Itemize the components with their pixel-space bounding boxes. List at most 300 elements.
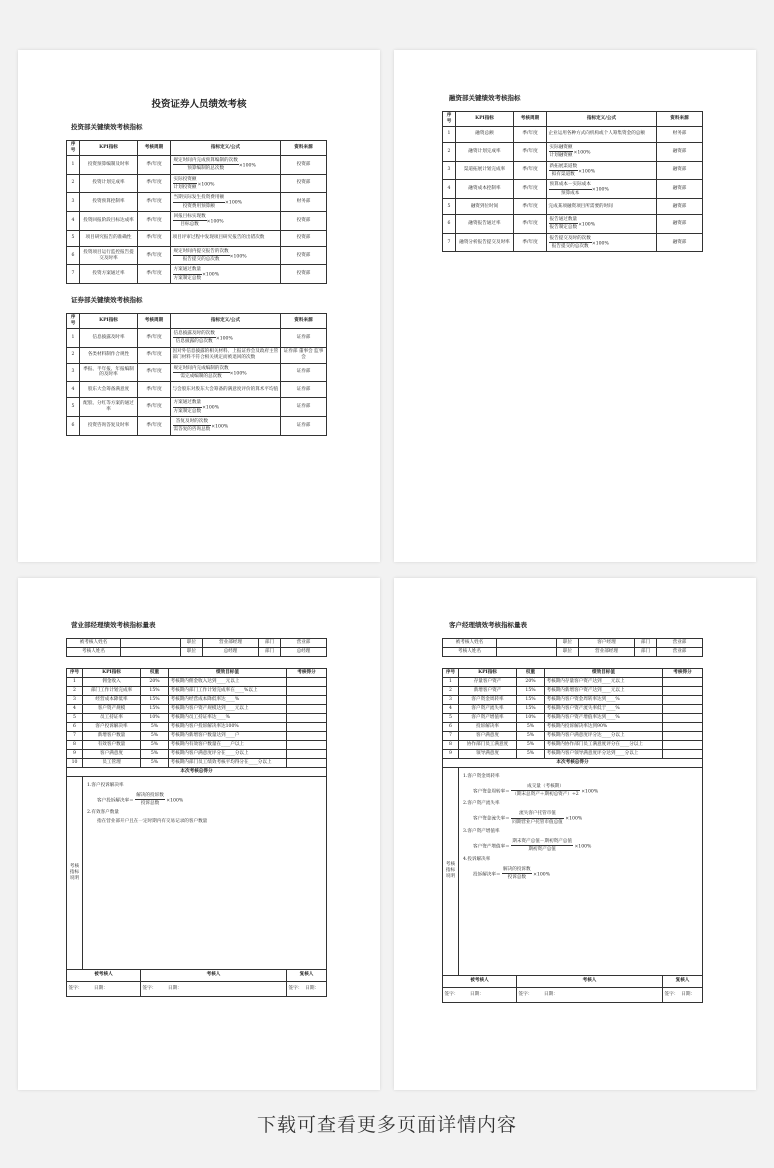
- section-title-financing: 融资部关键绩效考核指标: [449, 94, 521, 102]
- kpi-name: 佣金收入: [83, 677, 141, 686]
- kpi-name: 存量客户资产: [459, 677, 517, 686]
- column-header: 绩效目标值: [169, 669, 287, 678]
- table-row: [443, 686, 703, 695]
- kpi-weight: 5%: [517, 740, 545, 749]
- column-header: 序号: [67, 314, 80, 329]
- table-row: [443, 199, 703, 215]
- row-number: 5: [67, 398, 80, 417]
- row-number: 2: [443, 142, 456, 161]
- kpi-target: 考核期内客户满意度评分在____分以上: [169, 749, 287, 758]
- kpi-score-cell[interactable]: [663, 722, 703, 731]
- column-header: 资料来源: [281, 314, 327, 329]
- financing-kpi-table: [442, 111, 703, 252]
- table-row: [67, 347, 327, 363]
- rater-label: 考核人姓名: [67, 647, 121, 656]
- row-number: 2: [67, 686, 83, 695]
- kpi-target: 考核期内员工持证率达____%: [169, 713, 287, 722]
- kpi-cycle: 季/年度: [514, 126, 547, 142]
- section-title-securities: 证券部关键绩效考核指标: [71, 296, 143, 304]
- kpi-score-cell[interactable]: [287, 686, 327, 695]
- kpi-score-cell[interactable]: [663, 749, 703, 758]
- row-number: 4: [443, 704, 459, 713]
- kpi-name: 配股、分红等方案的通过率: [80, 398, 138, 417]
- kpi-target: 考核期内新增客户资产达到____元以上: [545, 686, 663, 695]
- kpi-source: 融资部: [657, 215, 703, 234]
- explanation-content: [83, 776, 327, 969]
- kpi-target: 考核期内有效客户数量在____户以上: [169, 740, 287, 749]
- row-number: 3: [443, 161, 456, 180]
- kpi-cycle: 季/年度: [138, 398, 171, 417]
- kpi-score-cell[interactable]: [663, 731, 703, 740]
- row-number: 4: [67, 212, 80, 231]
- column-header: KPI指标: [456, 112, 514, 127]
- row-number: 5: [443, 199, 456, 215]
- kpi-weight: 5%: [517, 722, 545, 731]
- kpi-name: 客户资产流失率: [459, 704, 517, 713]
- row-number: 6: [443, 215, 456, 234]
- kpi-formula: $\frac{\text{实际投资额}}{\text{计划投资额}}$ ×100%: [171, 174, 281, 193]
- row-number: 2: [443, 686, 459, 695]
- row-number: 1: [67, 328, 80, 347]
- kpi-name: 客户资产增值率: [459, 713, 517, 722]
- table-row: [67, 749, 327, 758]
- table-row: [67, 417, 327, 436]
- row-number: 10: [67, 758, 83, 767]
- kpi-formula: $\frac{\text{信息披露及时的次数}}{\text{信息披露的总次数}}$ ×100%: [171, 328, 281, 347]
- kpi-score-cell[interactable]: [287, 713, 327, 722]
- sign-header-rater: 考核人: [141, 969, 287, 981]
- kpi-name: 客户投诉解决率: [83, 722, 141, 731]
- kpi-cycle: 季/年度: [514, 142, 547, 161]
- kpi-name: 员工持证率: [83, 713, 141, 722]
- kpi-score-cell[interactable]: [663, 695, 703, 704]
- kpi-weight: 5%: [141, 758, 169, 767]
- row-number: 5: [67, 230, 80, 246]
- dept-label: 部门: [259, 639, 281, 648]
- kpi-definition: 完成某项融资项目所需要的时间: [547, 199, 657, 215]
- table-row: [443, 749, 703, 758]
- explanation-content: [459, 767, 703, 975]
- table-row: [443, 126, 703, 142]
- table-row: [443, 233, 703, 252]
- info-table: [442, 638, 703, 657]
- column-header: 考核周期: [138, 314, 171, 329]
- row-number: 4: [443, 180, 456, 199]
- rater-value: [497, 647, 557, 656]
- kpi-cycle: 季/年度: [138, 193, 171, 212]
- kpi-weight: 5%: [517, 749, 545, 758]
- position-label: 职位: [181, 647, 203, 656]
- position-label: 职位: [557, 639, 579, 648]
- page-title: 客户经理绩效考核指标量表: [449, 621, 527, 629]
- name-value: [497, 639, 557, 648]
- kpi-score-cell[interactable]: [287, 749, 327, 758]
- document-page-2: [394, 50, 756, 562]
- kpi-definition: 企业运用各种方式向机构或个人筹集资金的总额: [547, 126, 657, 142]
- row-number: 9: [67, 749, 83, 758]
- column-header: 考核得分: [287, 669, 327, 678]
- section-title-investment: 投资部关键绩效考核指标: [71, 123, 143, 131]
- table-row: [67, 155, 327, 174]
- kpi-name: 各类材料制作合规性: [80, 347, 138, 363]
- row-number: 7: [67, 265, 80, 284]
- row-number: 1: [67, 677, 83, 686]
- row-number: 1: [443, 677, 459, 686]
- investment-kpi-table: [66, 140, 327, 284]
- explanation-item: 3.客户资产增值率: [463, 828, 500, 834]
- kpi-formula: $\frac{\text{规定时间内完成预算编制的次数}}{\text{预算编制的总次数}}$ ×100%: [171, 155, 281, 174]
- kpi-source: 财务部: [281, 193, 327, 212]
- column-header: 指标定义/公式: [547, 112, 657, 127]
- kpi-source: 证券部: [281, 363, 327, 382]
- row-number: 3: [67, 363, 80, 382]
- table-row: [67, 713, 327, 722]
- rater-position-value: 总经理: [203, 647, 259, 656]
- row-number: 3: [67, 193, 80, 212]
- kpi-formula: $\frac{\text{回报目标实现数}}{\text{目标总数}}$ ×100%: [171, 212, 281, 231]
- kpi-source: 融资部: [657, 161, 703, 180]
- table-row: [443, 215, 703, 234]
- kpi-weight: 15%: [141, 704, 169, 713]
- kpi-cycle: 季/年度: [138, 417, 171, 436]
- explanation-text: 指在营业部开户且在一定时期内有交易记录的客户数量: [97, 819, 208, 825]
- dept-label: 部门: [259, 647, 281, 656]
- table-row: [443, 740, 703, 749]
- kpi-source: 融资部: [657, 233, 703, 252]
- kpi-name: 股东大会筹备满意度: [80, 382, 138, 398]
- download-more-banner[interactable]: 下载可查看更多页面详情内容: [256, 1114, 517, 1136]
- sign-header-rater: 考核人: [517, 975, 663, 987]
- kpi-weight: 5%: [141, 749, 169, 758]
- table-header-row: [67, 314, 327, 329]
- row-number: 2: [67, 347, 80, 363]
- row-number: 7: [67, 731, 83, 740]
- kpi-score-cell[interactable]: [287, 731, 327, 740]
- kpi-target: 考核期内客户投诉解决率达100%: [169, 722, 287, 731]
- table-row: [67, 212, 327, 231]
- table-row: [67, 230, 327, 246]
- name-label: 被考核人姓名: [443, 639, 497, 648]
- row-number: 6: [67, 246, 80, 265]
- kpi-score-cell[interactable]: [663, 713, 703, 722]
- kpi-cycle: 季/年度: [138, 246, 171, 265]
- dept-value: 营业部: [281, 639, 327, 648]
- table-row: [67, 677, 327, 686]
- kpi-score-cell[interactable]: [287, 704, 327, 713]
- column-header: 序号: [67, 141, 80, 156]
- kpi-source: 投资部: [281, 230, 327, 246]
- formula: 客户资金周转率＝ $\frac{\text{成交量（考核期）}}{\text{（期末总资产＋期初总资产）÷2}}$ ×100%: [473, 783, 599, 797]
- kpi-formula: $\frac{\text{预算成本－实际成本}}{\text{预算成本}}$ ×100%: [547, 180, 657, 199]
- kpi-source: 融资部: [657, 142, 703, 161]
- explanation-item: 4.投诉解决率: [463, 856, 491, 862]
- column-header: 资料来源: [281, 141, 327, 156]
- kpi-name: 投资预算控制率: [80, 193, 138, 212]
- kpi-score-cell[interactable]: [663, 677, 703, 686]
- kpi-score-cell[interactable]: [287, 740, 327, 749]
- row-number: 8: [443, 740, 459, 749]
- column-header: 序号: [443, 112, 456, 127]
- kpi-name: 投资预算编制及时率: [80, 155, 138, 174]
- table-row: [443, 713, 703, 722]
- kpi-target: 考核期内客户满意度评分达____分以上: [545, 731, 663, 740]
- position-value: 营业部经理: [203, 639, 259, 648]
- column-header: 绩效目标值: [545, 669, 663, 678]
- kpi-name: 协作部门员工满意度: [459, 740, 517, 749]
- dept-label: 部门: [635, 647, 657, 656]
- kpi-score-cell[interactable]: [663, 686, 703, 695]
- column-header: 序号: [67, 669, 83, 678]
- kpi-name: 客户满意度: [459, 731, 517, 740]
- kpi-name: 客户资金周转率: [459, 695, 517, 704]
- kpi-name: 新增客户资产: [459, 686, 517, 695]
- kpi-weight: 5%: [517, 731, 545, 740]
- column-header: KPI指标: [80, 141, 138, 156]
- kpi-cycle: 季/年度: [138, 155, 171, 174]
- kpi-weight: 15%: [141, 695, 169, 704]
- kpi-name: 项目研究报告的准确性: [80, 230, 138, 246]
- kpi-source: 投资部: [281, 265, 327, 284]
- kpi-target: 考核期内客户领导满意度评分达到____分以上: [545, 749, 663, 758]
- row-number: 8: [67, 740, 83, 749]
- table-row: [443, 180, 703, 199]
- sign-header-appraisee: 被考核人: [67, 969, 141, 981]
- kpi-cycle: 季/年度: [138, 212, 171, 231]
- kpi-name: 渠道拓展计划完成率: [456, 161, 514, 180]
- row-number: 7: [443, 731, 459, 740]
- formula: 客户资金流失率＝ $\frac{\text{流失客户托管市值}}{\text{同期营业户托管市值总值}}$ ×100%: [473, 811, 583, 825]
- position-value: 客户经理: [579, 639, 635, 648]
- column-header: 考核得分: [663, 669, 703, 678]
- securities-kpi-table: [66, 313, 327, 436]
- kpi-name: 投诉解决率: [459, 722, 517, 731]
- row-number: 5: [443, 713, 459, 722]
- table-row: [67, 695, 327, 704]
- kpi-target: 考核期内客户资金周转率达到____%: [545, 695, 663, 704]
- document-page-1: [18, 50, 380, 562]
- kpi-definition: 因对外信息披露的相关材料、上报证券会及政府主管部门材料不符合相关规定而被退回的次数: [171, 347, 281, 363]
- position-label: 职位: [181, 639, 203, 648]
- explanation-item: 2.客户资产流失率: [463, 801, 500, 807]
- kpi-name: 信息披露及时率: [80, 328, 138, 347]
- kpi-weight: 5%: [141, 740, 169, 749]
- kpi-name: 有效客户数量: [83, 740, 141, 749]
- sign-header-reviewer: 复核人: [287, 969, 327, 981]
- kpi-cycle: 季/年度: [138, 347, 171, 363]
- kpi-name: 员工管理: [83, 758, 141, 767]
- kpi-name: 新增客户数量: [83, 731, 141, 740]
- kpi-target: 考核期内部门工作计划完成率在____%以上: [169, 686, 287, 695]
- explanation-item: 2.有效客户数量: [87, 810, 119, 816]
- kpi-source: 证券部: [281, 398, 327, 417]
- kpi-target: 考核期内客户资产规模达到____元以上: [169, 704, 287, 713]
- table-header-row: [443, 112, 703, 127]
- kpi-target: 考核期内客户资产流失率低于____%: [545, 704, 663, 713]
- column-header: 考核周期: [138, 141, 171, 156]
- kpi-target: 考核期内投诉解决率达到90%: [545, 722, 663, 731]
- table-row: [443, 704, 703, 713]
- total-score-label: 本次考核总得分: [67, 767, 327, 776]
- kpi-name: 部门工作计划完成率: [83, 686, 141, 695]
- column-header: 权重: [141, 669, 169, 678]
- table-row: [67, 193, 327, 212]
- row-number: 3: [67, 695, 83, 704]
- kpi-cycle: 季/年度: [138, 230, 171, 246]
- kpi-score-cell[interactable]: [287, 695, 327, 704]
- kpi-source: 投资部: [281, 246, 327, 265]
- kpi-source: 证券部 董事会 监事会: [281, 347, 327, 363]
- table-row: [443, 722, 703, 731]
- kpi-name: 融资总额: [456, 126, 514, 142]
- kpi-weight: 20%: [141, 677, 169, 686]
- kpi-source: 投资部: [281, 174, 327, 193]
- sign-cell: 签字： 日期：: [67, 981, 141, 996]
- info-table: [66, 638, 327, 657]
- kpi-formula: $\frac{\text{实际融资额}}{\text{计划融资额}}$ ×100%: [547, 142, 657, 161]
- kpi-cycle: 季/年度: [138, 382, 171, 398]
- kpi-target: 考核期内新增客户数量达到____户: [169, 731, 287, 740]
- total-score-label: 本次考核总得分: [443, 758, 703, 767]
- row-number: 7: [443, 233, 456, 252]
- kpi-target: 考核期内佣金收入达到____元以上: [169, 677, 287, 686]
- table-header-row: [443, 669, 703, 678]
- kpi-weight: 15%: [517, 686, 545, 695]
- table-row: [443, 161, 703, 180]
- row-number: 9: [443, 749, 459, 758]
- kpi-formula: $\frac{\text{答复及时的次数}}{\text{需答复的咨询总数}}$ ×100%: [171, 417, 281, 436]
- name-value: [121, 639, 181, 648]
- column-header: 序号: [443, 669, 459, 678]
- kpi-source: 证券部: [281, 417, 327, 436]
- row-number: 5: [67, 713, 83, 722]
- table-row: [443, 695, 703, 704]
- kpi-target: 考核期内存量客户资产达到____元以上: [545, 677, 663, 686]
- table-row: [67, 363, 327, 382]
- sign-header-appraisee: 被考核人: [443, 975, 517, 987]
- formula: 客户投诉解决率＝ $\frac{\text{解决的投诉数}}{\text{投诉总数}}$ ×100%: [97, 792, 184, 806]
- kpi-definition: 与会股东对股东大会筹备的满意度评价的算术平均值: [171, 382, 281, 398]
- sign-cell: 签字： 日期：: [663, 987, 703, 1002]
- column-header: 考核周期: [514, 112, 547, 127]
- kpi-score-cell[interactable]: [287, 758, 327, 767]
- kpi-formula: $\frac{\text{当期实际发生投资费用额}}{\text{投资费用预算额}}$ ×100%: [171, 193, 281, 212]
- kpi-target: 考核期内部门员工绩效考核平均得分在____分以上: [169, 758, 287, 767]
- kpi-name: 经营成本降低率: [83, 695, 141, 704]
- kpi-target: 考核期内客户资产增值率达到____%: [545, 713, 663, 722]
- kpi-score-table: [66, 668, 327, 997]
- row-number: 4: [67, 382, 80, 398]
- kpi-definition: 项目评审过程中发现项目研究报告的出错次数: [171, 230, 281, 246]
- kpi-name: 季报、半年报、年报编制的及时率: [80, 363, 138, 382]
- kpi-source: 融资部: [657, 180, 703, 199]
- table-row: [67, 686, 327, 695]
- kpi-cycle: 季/年度: [514, 180, 547, 199]
- kpi-weight: 15%: [517, 695, 545, 704]
- kpi-name: 客户满意度: [83, 749, 141, 758]
- kpi-formula: $\frac{\text{方案通过数量}}{\text{方案制定总数}}$ ×100%: [171, 398, 281, 417]
- kpi-weight: 5%: [141, 722, 169, 731]
- table-row: [67, 246, 327, 265]
- row-number: 2: [67, 174, 80, 193]
- kpi-score-cell[interactable]: [663, 740, 703, 749]
- table-row: [67, 398, 327, 417]
- kpi-name: 融资到位时间: [456, 199, 514, 215]
- column-header: 指标定义/公式: [171, 314, 281, 329]
- formula: 投诉解决率＝ $\frac{\text{解决的投诉数}}{\text{投诉总数}}$ ×100%: [473, 866, 551, 880]
- kpi-formula: $\frac{\text{报告提交及时的次数}}{\text{报告提交的总次数}}$ ×100%: [547, 233, 657, 252]
- row-number: 4: [67, 704, 83, 713]
- kpi-weight: 15%: [141, 686, 169, 695]
- kpi-weight: 20%: [517, 677, 545, 686]
- kpi-weight: 5%: [141, 731, 169, 740]
- kpi-name: 融资分析报告提交及时率: [456, 233, 514, 252]
- kpi-weight: 10%: [141, 713, 169, 722]
- column-header: KPI指标: [80, 314, 138, 329]
- rater-position-value: 营业部经理: [579, 647, 635, 656]
- rater-value: [121, 647, 181, 656]
- kpi-name: 融资成本控制率: [456, 180, 514, 199]
- kpi-source: 融资部: [657, 199, 703, 215]
- kpi-name: 融资计划完成率: [456, 142, 514, 161]
- rater-dept-value: 总经理: [281, 647, 327, 656]
- page-title: 营业部经理绩效考核指标量表: [71, 621, 156, 629]
- kpi-source: 证券部: [281, 328, 327, 347]
- column-header: KPI指标: [459, 669, 517, 678]
- kpi-formula: $\frac{\text{规定时间内完成编制的次数}}{\text{需完成编制的总次数}}$ ×100%: [171, 363, 281, 382]
- sign-cell: 签字： 日期：: [287, 981, 327, 996]
- row-number: 3: [443, 695, 459, 704]
- kpi-source: 财务部: [657, 126, 703, 142]
- rater-dept-value: 营业部: [657, 647, 703, 656]
- kpi-name: 投资回报阶段目标达成率: [80, 212, 138, 231]
- kpi-formula: $\frac{\text{报告通过数量}}{\text{报告制定总数}}$ ×100%: [547, 215, 657, 234]
- name-label: 被考核人姓名: [67, 639, 121, 648]
- table-row: [67, 382, 327, 398]
- kpi-score-cell[interactable]: [663, 704, 703, 713]
- table-row: [67, 740, 327, 749]
- kpi-score-cell[interactable]: [287, 677, 327, 686]
- table-row: [67, 174, 327, 193]
- kpi-name: 投资计划完成率: [80, 174, 138, 193]
- explanation-item: 1.客户资金周转率: [463, 773, 500, 779]
- kpi-name: 客户资产规模: [83, 704, 141, 713]
- explanation-label: 考核指标说明: [443, 767, 459, 975]
- table-row: [67, 722, 327, 731]
- dept-value: 营业部: [657, 639, 703, 648]
- kpi-cycle: 季/年度: [514, 161, 547, 180]
- kpi-weight: 15%: [517, 704, 545, 713]
- column-header: 权重: [517, 669, 545, 678]
- kpi-source: 投资部: [281, 155, 327, 174]
- page-title: 投资证券人员绩效考核: [151, 99, 247, 110]
- kpi-target: 考核期内经营成本降低率达____%: [169, 695, 287, 704]
- sign-header-reviewer: 复核人: [663, 975, 703, 987]
- sign-cell: 签字： 日期：: [517, 987, 663, 1002]
- kpi-formula: $\frac{\text{新拓展渠道数}}{\text{拟有渠道数}}$ ×100%: [547, 161, 657, 180]
- kpi-name: 投资咨询答复及时率: [80, 417, 138, 436]
- table-row: [67, 758, 327, 767]
- kpi-cycle: 季/年度: [514, 233, 547, 252]
- explanation-label: 考核指标说明: [67, 776, 83, 969]
- table-row: [443, 142, 703, 161]
- kpi-name: 投资项目运行监控报告提交及时率: [80, 246, 138, 265]
- kpi-formula: $\frac{\text{规定时间内提交报告的次数}}{\text{报告提交的总次数}}$ ×100%: [171, 246, 281, 265]
- kpi-score-cell[interactable]: [287, 722, 327, 731]
- column-header: 指标定义/公式: [171, 141, 281, 156]
- table-row: [67, 704, 327, 713]
- kpi-source: 证券部: [281, 382, 327, 398]
- kpi-name: 投资方案通过率: [80, 265, 138, 284]
